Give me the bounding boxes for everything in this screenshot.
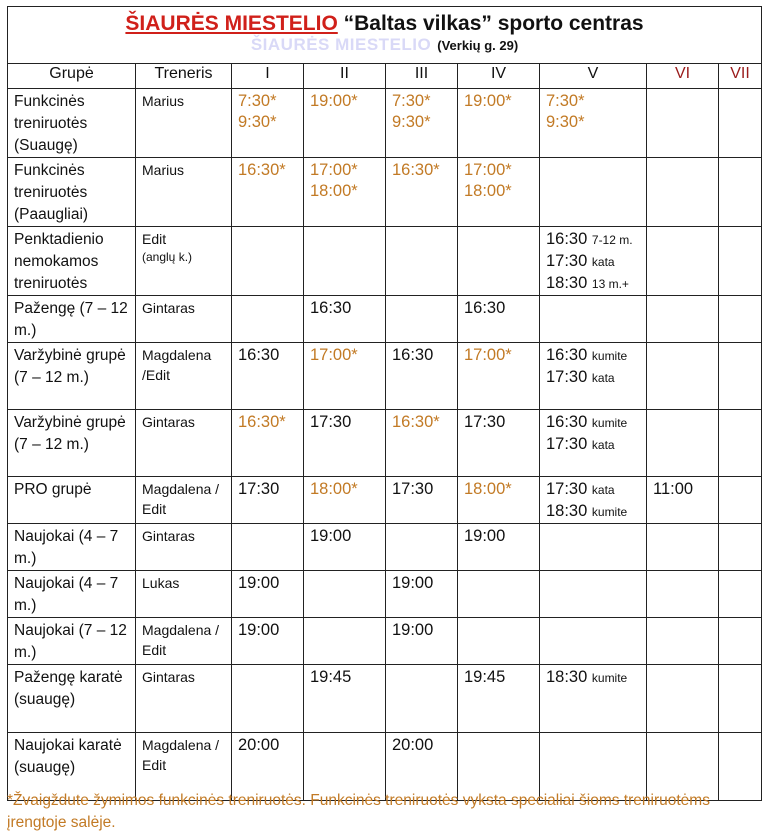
title-location: ŠIAURĖS MIESTELIO bbox=[125, 12, 338, 35]
time-slot: 11:00 bbox=[653, 480, 694, 498]
day-3-cell bbox=[386, 571, 458, 618]
time-slot: 7:30* bbox=[392, 92, 431, 110]
trainer-name: Magdalena /Edit bbox=[142, 347, 212, 383]
day-1-cell bbox=[232, 410, 304, 477]
time-slot bbox=[546, 345, 640, 367]
trainer-cell bbox=[136, 477, 232, 524]
time-slot: 20:00 bbox=[238, 736, 280, 754]
day-7-cell bbox=[719, 524, 762, 571]
day-1-cell bbox=[232, 477, 304, 524]
time-slot: 16:30* bbox=[392, 413, 440, 431]
group-name: Varžybinė grupė (7 – 12 m.) bbox=[8, 410, 136, 477]
day-2-cell bbox=[304, 296, 386, 343]
title-subline bbox=[14, 37, 755, 54]
trainer-cell bbox=[136, 89, 232, 158]
table-row bbox=[8, 477, 762, 524]
time-slot: 19:00* bbox=[310, 92, 358, 110]
group-name: Naujokai karatė (suaugę) bbox=[8, 733, 136, 801]
day-6-cell bbox=[647, 296, 719, 343]
table-row bbox=[8, 89, 762, 158]
table-row bbox=[8, 665, 762, 733]
day-6-cell bbox=[647, 89, 719, 158]
col-header-day-6: VI bbox=[647, 64, 719, 89]
time-slot bbox=[546, 434, 640, 456]
table-row bbox=[8, 410, 762, 477]
trainer-cell bbox=[136, 227, 232, 296]
time-slot: 16:30 bbox=[464, 299, 506, 317]
day-1-cell bbox=[232, 343, 304, 410]
slot-note: kata bbox=[591, 255, 615, 269]
trainer-name: Gintaras bbox=[142, 669, 195, 685]
day-4-cell bbox=[458, 227, 540, 296]
day-4-cell bbox=[458, 524, 540, 571]
day-7-cell bbox=[719, 477, 762, 524]
day-3-cell bbox=[386, 158, 458, 227]
time-value: 17:30 bbox=[546, 368, 588, 386]
time-slot bbox=[546, 229, 640, 251]
col-header-day-2: II bbox=[304, 64, 386, 89]
time-slot: 9:30* bbox=[392, 113, 431, 131]
slot-note: kumite bbox=[591, 505, 628, 519]
time-slot: 19:00 bbox=[464, 527, 506, 545]
time-value: 16:30 bbox=[546, 413, 588, 431]
day-3-cell bbox=[386, 227, 458, 296]
day-7-cell bbox=[719, 410, 762, 477]
time-slot: 19:00 bbox=[392, 621, 434, 639]
table-row bbox=[8, 343, 762, 410]
day-6-cell bbox=[647, 524, 719, 571]
time-slot: 7:30* bbox=[238, 92, 277, 110]
time-slot: 16:30* bbox=[238, 413, 286, 431]
title-ghost-text: ŠIAURĖS MIESTELIO bbox=[250, 35, 432, 54]
time-slot: 18:00* bbox=[464, 480, 512, 498]
day-4-cell bbox=[458, 571, 540, 618]
time-slot: 19:45 bbox=[464, 668, 506, 686]
slot-note: kumite bbox=[591, 349, 628, 363]
table-row bbox=[8, 227, 762, 296]
day-4-cell bbox=[458, 158, 540, 227]
group-name: PRO grupė bbox=[8, 477, 136, 524]
day-6-cell bbox=[647, 618, 719, 665]
time-slot: 19:45 bbox=[310, 668, 352, 686]
day-7-cell bbox=[719, 227, 762, 296]
trainer-cell bbox=[136, 410, 232, 477]
trainer-cell bbox=[136, 524, 232, 571]
trainer-cell bbox=[136, 158, 232, 227]
time-slot bbox=[546, 273, 640, 295]
day-2-cell bbox=[304, 618, 386, 665]
time-value: 17:30 bbox=[546, 435, 588, 453]
day-3-cell bbox=[386, 410, 458, 477]
time-value: 18:30 bbox=[546, 274, 588, 292]
time-slot bbox=[546, 479, 640, 501]
trainer-name: Magdalena / Edit bbox=[142, 481, 220, 517]
day-4-cell bbox=[458, 477, 540, 524]
time-value: 18:30 bbox=[546, 502, 588, 520]
time-value: 16:30 bbox=[546, 230, 588, 248]
day-4-cell bbox=[458, 665, 540, 733]
day-2-cell bbox=[304, 524, 386, 571]
time-slot: 17:00* bbox=[310, 161, 358, 179]
title-cell bbox=[8, 7, 762, 64]
day-2-cell bbox=[304, 665, 386, 733]
day-1-cell bbox=[232, 524, 304, 571]
group-name: Funkcinės treniruotės (Paaugliai) bbox=[8, 158, 136, 227]
day-3-cell bbox=[386, 296, 458, 343]
time-slot: 19:00 bbox=[392, 574, 434, 592]
day-7-cell bbox=[719, 343, 762, 410]
time-slot: 16:30 bbox=[238, 346, 280, 364]
group-name: Pažengę karatė (suaugę) bbox=[8, 665, 136, 733]
day-4-cell bbox=[458, 410, 540, 477]
header-row bbox=[8, 64, 762, 89]
time-slot bbox=[546, 412, 640, 434]
trainer-name: Gintaras bbox=[142, 528, 195, 544]
day-4-cell bbox=[458, 296, 540, 343]
day-1-cell bbox=[232, 296, 304, 343]
trainer-name: Magdalena / Edit bbox=[142, 622, 220, 658]
day-1-cell bbox=[232, 158, 304, 227]
day-4-cell bbox=[458, 343, 540, 410]
time-slot: 17:30 bbox=[464, 413, 506, 431]
day-2-cell bbox=[304, 410, 386, 477]
day-5-cell bbox=[540, 665, 647, 733]
day-7-cell bbox=[719, 665, 762, 733]
trainer-cell bbox=[136, 665, 232, 733]
table-row bbox=[8, 618, 762, 665]
col-header-day-3: III bbox=[386, 64, 458, 89]
col-header-day-4: IV bbox=[458, 64, 540, 89]
slot-note: 13 m.+ bbox=[591, 277, 629, 291]
time-slot: 7:30* bbox=[546, 92, 585, 110]
group-name: Varžybinė grupė (7 – 12 m.) bbox=[8, 343, 136, 410]
table-row bbox=[8, 296, 762, 343]
time-slot: 19:00 bbox=[238, 574, 280, 592]
time-slot: 9:30* bbox=[546, 113, 585, 131]
time-slot: 18:00* bbox=[464, 182, 512, 200]
time-slot bbox=[546, 667, 640, 689]
day-2-cell bbox=[304, 477, 386, 524]
time-slot: 20:00 bbox=[392, 736, 434, 754]
time-value: 17:30 bbox=[546, 252, 588, 270]
day-5-cell bbox=[540, 571, 647, 618]
trainer-name: Magdalena / Edit bbox=[142, 737, 220, 773]
day-6-cell bbox=[647, 227, 719, 296]
time-slot bbox=[546, 251, 640, 273]
time-slot: 16:30* bbox=[392, 161, 440, 179]
day-2-cell bbox=[304, 571, 386, 618]
time-slot bbox=[546, 367, 640, 389]
trainer-note: (anglų k.) bbox=[142, 250, 193, 264]
day-1-cell bbox=[232, 665, 304, 733]
footnote: *Žvaigždute žymimos funkcinės treniruotės. Funkcinės treniruotės vyksta specialiai šioms treniruotėms įrengtoje salėje. bbox=[7, 792, 710, 831]
day-5-cell bbox=[540, 343, 647, 410]
day-6-cell bbox=[647, 158, 719, 227]
time-slot: 18:00* bbox=[310, 480, 358, 498]
page-title bbox=[14, 11, 755, 37]
group-name: Penktadienio nemokamos treniruotės bbox=[8, 227, 136, 296]
trainer-name: Gintaras bbox=[142, 414, 195, 430]
day-1-cell bbox=[232, 227, 304, 296]
time-slot bbox=[546, 501, 640, 523]
day-3-cell bbox=[386, 524, 458, 571]
group-name: Naujokai (4 – 7 m.) bbox=[8, 571, 136, 618]
day-2-cell bbox=[304, 158, 386, 227]
schedule-body bbox=[8, 89, 762, 801]
col-header-day-5: V bbox=[540, 64, 647, 89]
time-slot: 17:30 bbox=[392, 480, 434, 498]
day-7-cell bbox=[719, 158, 762, 227]
day-5-cell bbox=[540, 158, 647, 227]
day-6-cell bbox=[647, 665, 719, 733]
trainer-cell bbox=[136, 618, 232, 665]
time-value: 16:30 bbox=[546, 346, 588, 364]
col-header-day-1: I bbox=[232, 64, 304, 89]
col-header-day-7: VII bbox=[719, 64, 762, 89]
slot-note: kumite bbox=[591, 416, 628, 430]
day-4-cell bbox=[458, 618, 540, 665]
day-3-cell bbox=[386, 343, 458, 410]
time-slot: 19:00* bbox=[464, 92, 512, 110]
day-6-cell bbox=[647, 477, 719, 524]
time-slot: 18:00* bbox=[310, 182, 358, 200]
day-4-cell bbox=[458, 89, 540, 158]
day-3-cell bbox=[386, 89, 458, 158]
time-slot: 17:00* bbox=[464, 346, 512, 364]
time-slot: 19:00 bbox=[310, 527, 352, 545]
day-7-cell bbox=[719, 89, 762, 158]
day-1-cell bbox=[232, 618, 304, 665]
slot-note: kata bbox=[591, 438, 615, 452]
day-1-cell bbox=[232, 89, 304, 158]
time-slot: 19:00 bbox=[238, 621, 280, 639]
slot-note: kumite bbox=[591, 671, 628, 685]
day-7-cell bbox=[719, 618, 762, 665]
slot-note: kata bbox=[591, 483, 615, 497]
day-5-cell bbox=[540, 227, 647, 296]
day-2-cell bbox=[304, 89, 386, 158]
group-name: Naujokai (7 – 12 m.) bbox=[8, 618, 136, 665]
day-2-cell bbox=[304, 227, 386, 296]
day-7-cell bbox=[719, 296, 762, 343]
time-value: 17:30 bbox=[546, 480, 588, 498]
schedule-table bbox=[7, 6, 762, 801]
time-slot: 16:30 bbox=[310, 299, 352, 317]
time-slot: 17:30 bbox=[238, 480, 280, 498]
time-slot: 9:30* bbox=[238, 113, 277, 131]
time-value: 18:30 bbox=[546, 668, 588, 686]
trainer-cell bbox=[136, 296, 232, 343]
time-slot: 16:30 bbox=[392, 346, 434, 364]
day-6-cell bbox=[647, 571, 719, 618]
day-3-cell bbox=[386, 477, 458, 524]
day-5-cell bbox=[540, 618, 647, 665]
trainer-name: Gintaras bbox=[142, 300, 195, 316]
group-name: Pažengę (7 – 12 m.) bbox=[8, 296, 136, 343]
day-5-cell bbox=[540, 410, 647, 477]
col-header-group: Grupė bbox=[8, 64, 136, 89]
day-1-cell bbox=[232, 571, 304, 618]
time-slot: 17:30 bbox=[310, 413, 352, 431]
trainer-name: Lukas bbox=[142, 575, 180, 591]
group-name: Funkcinės treniruotės (Suaugę) bbox=[8, 89, 136, 158]
table-row bbox=[8, 158, 762, 227]
time-slot: 17:00* bbox=[310, 346, 358, 364]
day-5-cell bbox=[540, 296, 647, 343]
day-5-cell bbox=[540, 89, 647, 158]
group-name: Naujokai (4 – 7 m.) bbox=[8, 524, 136, 571]
table-row bbox=[8, 571, 762, 618]
col-header-trainer: Treneris bbox=[136, 64, 232, 89]
slot-note: 7-12 m. bbox=[591, 233, 633, 247]
address: (Verkių g. 29) bbox=[437, 38, 519, 53]
trainer-cell bbox=[136, 343, 232, 410]
day-2-cell bbox=[304, 343, 386, 410]
day-3-cell bbox=[386, 618, 458, 665]
day-6-cell bbox=[647, 410, 719, 477]
slot-note: kata bbox=[591, 371, 615, 385]
trainer-name: Marius bbox=[142, 93, 185, 109]
day-6-cell bbox=[647, 343, 719, 410]
table-row bbox=[8, 524, 762, 571]
day-5-cell bbox=[540, 524, 647, 571]
trainer-cell bbox=[136, 571, 232, 618]
day-5-cell bbox=[540, 477, 647, 524]
time-slot: 16:30* bbox=[238, 161, 286, 179]
day-7-cell bbox=[719, 571, 762, 618]
day-3-cell bbox=[386, 665, 458, 733]
trainer-name: Edit bbox=[142, 231, 167, 247]
trainer-name: Marius bbox=[142, 162, 185, 178]
time-slot: 17:00* bbox=[464, 161, 512, 179]
title-center-name: “Baltas vilkas” sporto centras bbox=[337, 12, 644, 35]
